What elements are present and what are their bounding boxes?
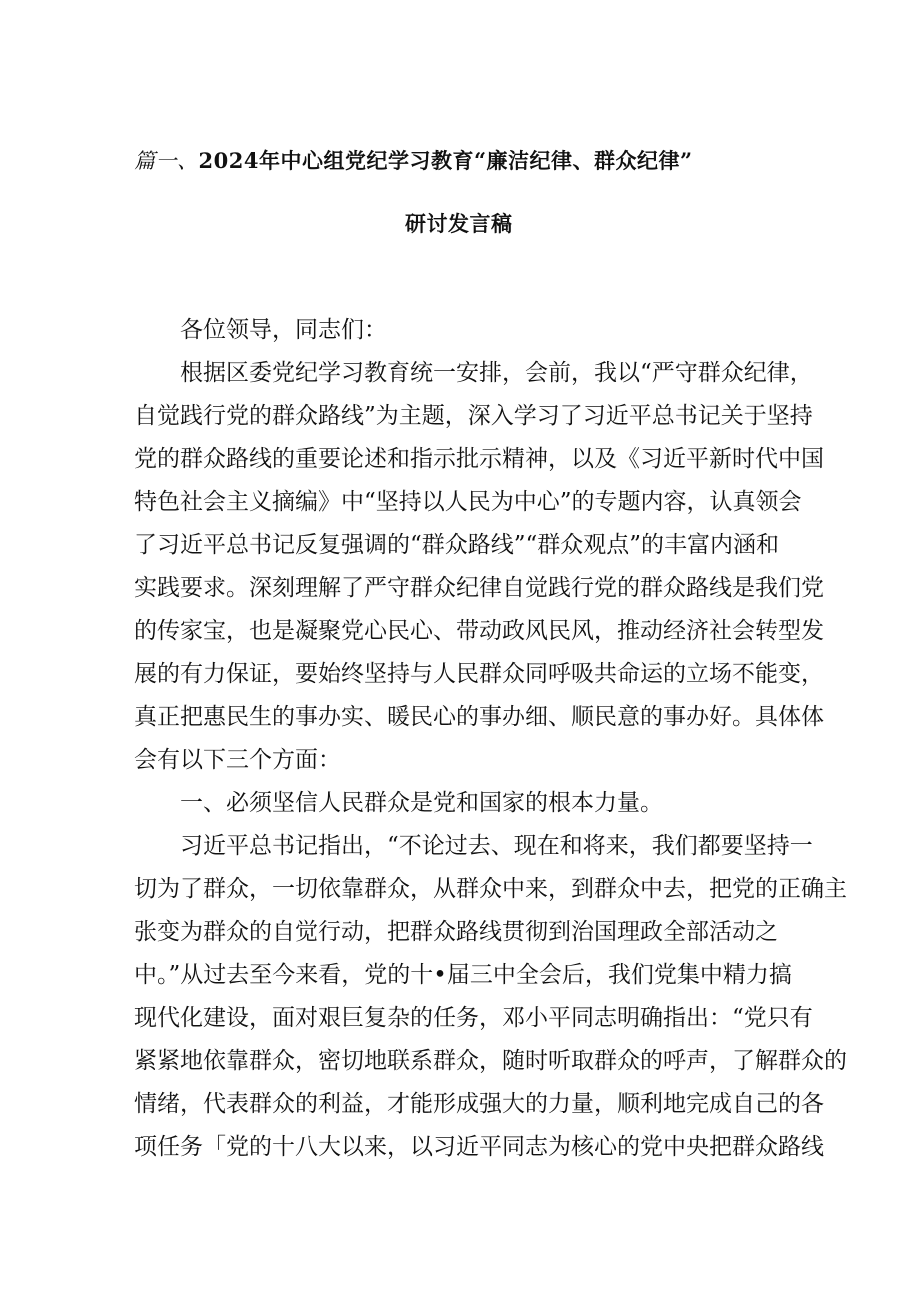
paragraph-line: 党的群众路线的重要论述和指示批示精神，以及《习近平新时代中国	[134, 446, 824, 472]
paragraph-line: 了习近平总书记反复强调的“群众路线”“群众观点”的丰富内涵和	[134, 532, 780, 558]
paragraph-line: 项任务「党的十八大以来，以习近平同志为核心的党中央把群众路线	[134, 1134, 824, 1160]
paragraph-line: 展的有力保证，要始终坚持与人民群众同呼吸共命运的立场不能变，	[134, 661, 824, 687]
section-heading: 一、必须坚信人民群众是党和国家的根本力量。	[180, 790, 663, 816]
paragraph-line: 根据区委党纪学习教育统一安排，会前，我以“严守群众纪律，	[180, 360, 813, 386]
document-subtitle: 研讨发言稿	[405, 211, 513, 236]
document-title	[134, 145, 693, 175]
paragraph-line: 张变为群众的自觉行动，把群众路线贯彻到治国理政全部活动之	[134, 919, 778, 945]
paragraph-line: 切为了群众，一切依靠群众，从群众中来，到群众中去，把党的正确主	[134, 876, 847, 902]
paragraph-line: 会有以下三个方面：	[134, 747, 341, 773]
paragraph-line: 自觉践行党的群众路线”为主题，深入学习了习近平总书记关于坚持	[134, 403, 813, 429]
paragraph-line: 特色社会主义摘编》中“坚持以人民为中心”的专题内容，认真领会	[134, 489, 802, 515]
paragraph-line: 情绪，代表群众的利益，才能形成强大的力量，顺利地完成自己的各	[134, 1091, 824, 1117]
salutation: 各位领导，同志们：	[180, 317, 387, 343]
title-main: 2024年中心组党纪学习教育“廉洁纪律、群众纪律”	[198, 148, 693, 173]
paragraph-line: 现代化建设，面对艰巨复杂的任务，邓小平同志明确指出：“党只有	[134, 1005, 813, 1031]
paragraph-line: 的传家宝，也是凝聚党心民心、带动政风民风，推动经济社会转型发	[134, 618, 824, 644]
paragraph-line: 紧紧地依靠群众，密切地联系群众，随时听取群众的呼声，了解群众的	[134, 1048, 847, 1074]
paragraph-line: 习近平总书记指出，“不论过去、现在和将来，我们都要坚持一	[180, 833, 813, 859]
paragraph-line: 真正把惠民生的事办实、暖民心的事办细、顺民意的事办好。具体体	[134, 704, 824, 730]
paragraph-line: 实践要求。深刻理解了严守群众纪律自觉践行党的群众路线是我们党	[134, 575, 824, 601]
paragraph-line: 中。”从过去至今来看，党的十•届三中全会后，我们党集中精力搞	[134, 962, 792, 988]
title-lead: 篇一、	[134, 149, 199, 173]
